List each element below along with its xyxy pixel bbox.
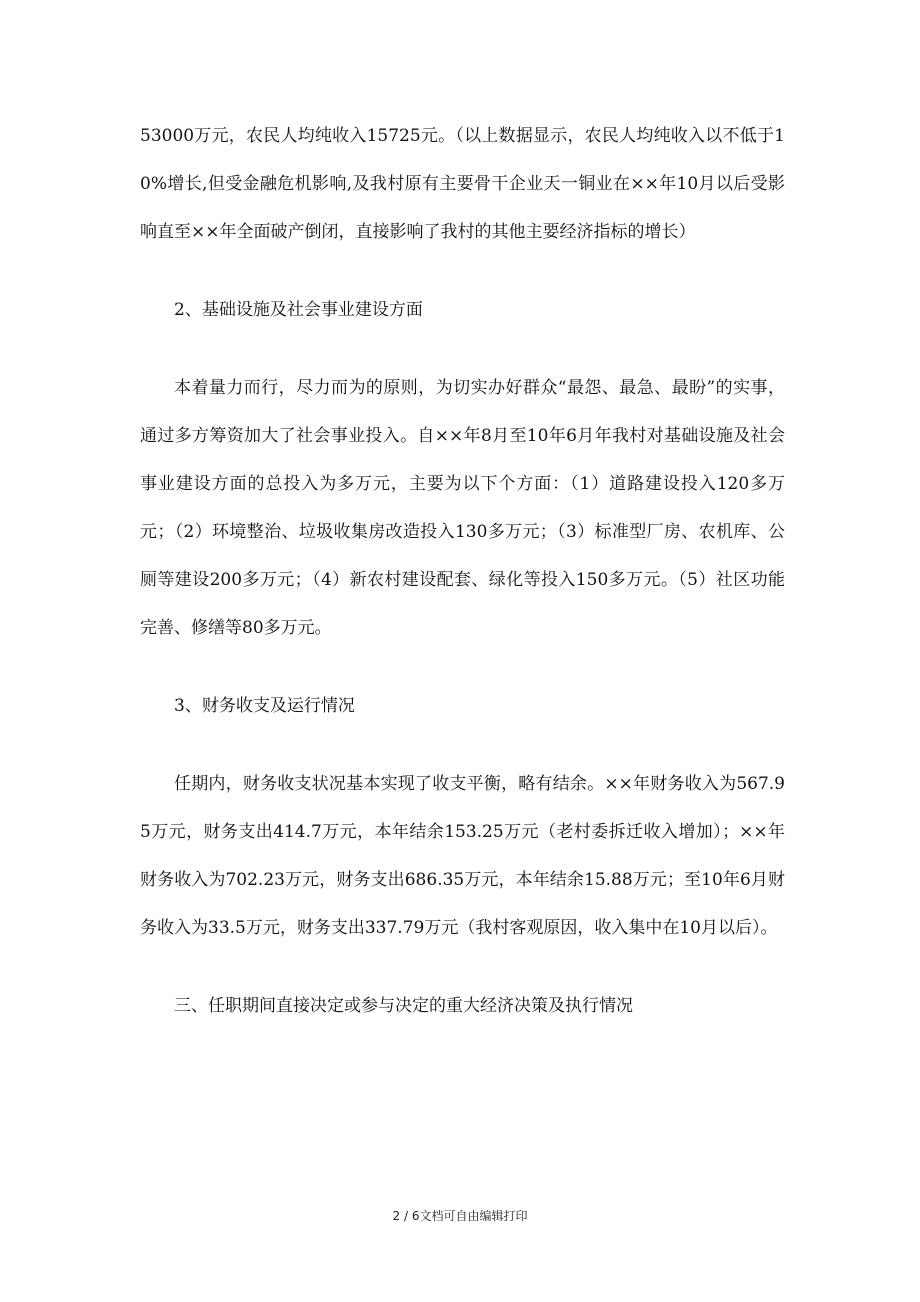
- heading-major-decisions: 三、任职期间直接决定或参与决定的重大经济决策及执行情况: [174, 996, 633, 1016]
- paragraph-finance-details: 任期内，财务收支状况基本实现了收支平衡，略有结余。××年财务收入为567.95万元，财务支出414.7万元，本年结余153.25万元（老村委拆迁收入增加）；××年财务收入为702.23万元，财务支出686.35万元，本年结余15.88万元；至10年6月财务收入为33.5万元，财务支出337.79万元（我村客观原因，收入集中在10月以后）。: [140, 774, 785, 938]
- paragraph-income-summary: 53000万元，农民人均纯收入15725元。（以上数据显示，农民人均纯收入以不低于10%增长,但受金融危机影响,及我村原有主要骨干企业天一铜业在××年10月以后受影响直至××年全面破产倒闭，直接影响了我村的其他主要经济指标的增长）: [140, 126, 785, 242]
- heading-infrastructure: 2、基础设施及社会事业建设方面: [174, 300, 423, 320]
- page-footer: 2 / 6文档可自由编辑打印: [392, 1209, 528, 1223]
- heading-finance: 3、财务收支及运行情况: [174, 696, 355, 716]
- document-body: [140, 112, 785, 1030]
- paragraph-infrastructure-investment: 本着量力而行，尽力而为的原则，为切实办好群众“最怨、最急、最盼”的实事，通过多方筹资加大了社会事业投入。自××年8月至10年6月年我村对基础设施及社会事业建设方面的总投入为多万元，主要为以下个方面：（1）道路建设投入120多万元；（2）环境整治、垃圾收集房改造投入130多万元；（3）标准型厂房、农机库、公厕等建设200多万元；（4）新农村建设配套、绿化等投入150多万元。（5）社区功能完善、修缮等80多万元。: [140, 378, 785, 638]
